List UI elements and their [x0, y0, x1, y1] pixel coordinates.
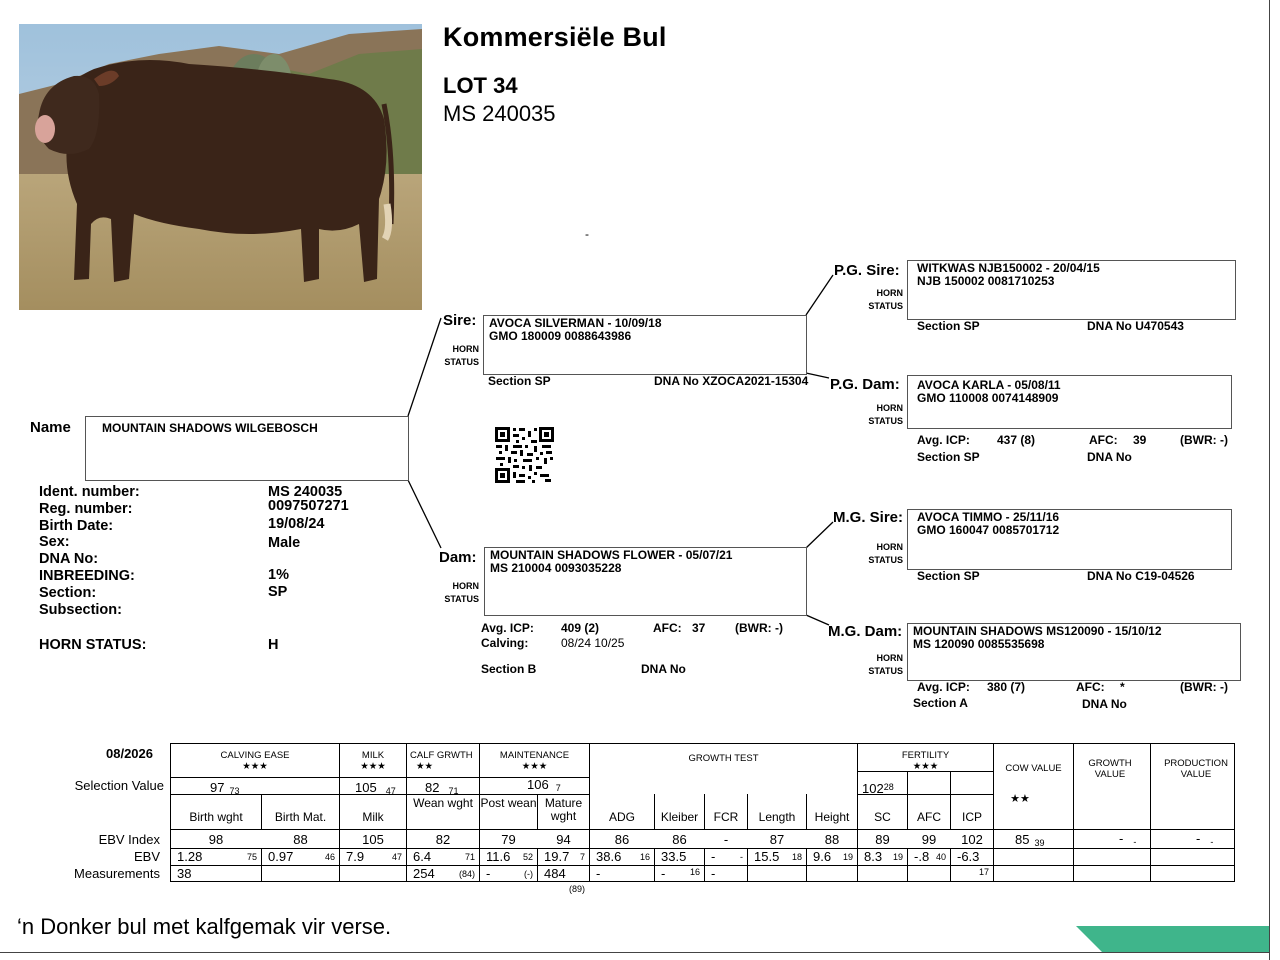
column-header-adg: ADG	[608, 810, 635, 824]
column-header-kleiber: Kleiber	[660, 810, 699, 824]
pg-dam-afc-label: AFC:	[1089, 433, 1118, 447]
mg-dam-afc-value: *	[1120, 680, 1125, 694]
index-cell: 86	[614, 832, 630, 847]
footer-comment: ‘n Donker bul met kalfgemak vir verse.	[17, 914, 392, 939]
column-header-fcr: FCR	[713, 810, 739, 824]
sex-value: Male	[268, 535, 301, 551]
cow-value-stars: ★★	[1010, 793, 1030, 805]
dna-label: DNA No:	[39, 551, 99, 567]
dash-marker: -	[585, 227, 589, 241]
measurement-cell-value: -	[486, 866, 491, 881]
measurement-cell	[268, 866, 335, 869]
horn-status-label: HORN STATUS:	[39, 637, 147, 653]
horn-status-value: H	[268, 637, 279, 653]
measurement-cell	[813, 866, 853, 869]
group-cow-value: COW VALUE	[1005, 763, 1062, 774]
sire-dna: DNA No XZOCA2021-15304	[654, 374, 809, 388]
ebv-cell-accuracy: 47	[391, 852, 402, 862]
mg-sire-horn-status: HORN STATUS	[868, 542, 903, 565]
production-value-index: - $_-$	[1196, 831, 1214, 847]
sire-name: AVOCA SILVERMAN - 10/09/18	[489, 316, 662, 330]
sel-calving: 97 $_{73}$	[210, 780, 240, 796]
measurement-cell	[596, 866, 650, 881]
row-label-ebv: EBV	[133, 849, 160, 864]
measurement-cell	[346, 866, 402, 869]
pg-dam-bwr: (BWR: -)	[1180, 433, 1228, 447]
ebv-cell-accuracy: 19	[842, 852, 853, 862]
measurement-cell-value: -	[711, 866, 716, 881]
sel-fertility: $102^{28}$	[862, 781, 894, 796]
pg-dam-icp-label: Avg. ICP:	[917, 433, 970, 447]
measurement-cell	[864, 866, 903, 869]
column-header-birth-wght: Birth wght	[189, 810, 243, 824]
index-cell: 86	[672, 832, 687, 847]
dam-calving-value: 08/24 10/25	[561, 636, 625, 650]
growth-value-index: - $_-$	[1119, 831, 1137, 847]
row-label-measurements: Measurements	[74, 866, 160, 881]
ebv-cell-accuracy: 18	[791, 852, 802, 862]
ms-number: MS 240035	[443, 101, 556, 126]
pg-sire-dna: DNA No U470543	[1087, 319, 1184, 333]
pg-sire-section: Section SP	[917, 319, 980, 333]
index-cell: 98	[208, 832, 224, 847]
reg-label: Reg. number:	[39, 501, 133, 517]
measurement-cell	[661, 866, 700, 881]
sel-growth: 82 $_{71}$	[425, 780, 459, 796]
ebv-cell	[596, 849, 650, 864]
mg-dam-icp-label: Avg. ICP:	[917, 680, 970, 694]
ebv-date: 08/2026	[106, 746, 153, 761]
dam-icp-value: 409 (2)	[561, 621, 600, 635]
column-header-wean-wght: Wean wght	[413, 796, 473, 810]
calf-growth-stars: ★★	[416, 761, 434, 772]
lot-number: LOT 34	[443, 73, 518, 98]
dam-section: Section B	[481, 662, 537, 676]
measurement-cell	[711, 866, 743, 881]
mg-dam-icp-value: 380 (7)	[987, 680, 1026, 694]
pg-dam-icp-value: 437 (8)	[997, 433, 1036, 447]
name-label: Name	[30, 419, 71, 436]
ebv-cell	[711, 849, 743, 864]
ebv-cell-accuracy: 17	[978, 867, 989, 877]
dam-name: MOUNTAIN SHADOWS FLOWER - 05/07/21	[490, 548, 733, 562]
ebv-cell-value: 11.6	[486, 849, 511, 864]
index-cell: 88	[824, 832, 840, 847]
mg-dam-reg: MS 120090 0085535698	[913, 637, 1045, 651]
ebv-cell	[413, 849, 475, 864]
measurement-cell	[544, 866, 585, 894]
subsection-label: Subsection:	[39, 602, 122, 618]
column-header-mature-wght: Mature wght	[544, 796, 583, 823]
ebv-cell-accuracy: 7	[579, 852, 585, 862]
ebv-cell	[754, 849, 802, 864]
sire-reg: GMO 180009 0088643986	[489, 329, 632, 343]
page-title: Kommersiële Bul	[443, 22, 667, 52]
ebv-cell	[957, 849, 989, 877]
animal-name: MOUNTAIN SHADOWS WILGEBOSCH	[102, 421, 318, 435]
birth-date-label: Birth Date:	[39, 518, 114, 534]
mg-dam-afc-label: AFC:	[1076, 680, 1105, 694]
mg-sire-name: AVOCA TIMMO - 25/11/16	[917, 510, 1060, 524]
ebv-cell	[177, 849, 257, 864]
group-growth-test: GROWTH TEST	[688, 753, 759, 764]
mg-dam-dna: DNA No	[1082, 697, 1127, 711]
sire-label: Sire:	[443, 312, 477, 329]
ebv-cell-value: 9.6	[813, 849, 832, 864]
index-cell: 87	[769, 832, 785, 847]
column-header-milk: Milk	[362, 810, 384, 824]
group-calving-ease: CALVING EASE ★★★	[220, 750, 290, 772]
ebv-cell-value: 38.6	[596, 849, 622, 864]
measurement-cell-value: 254	[413, 866, 435, 881]
column-header-icp: ICP	[961, 810, 982, 824]
sire-section: Section SP	[488, 374, 551, 388]
ebv-cell-accuracy: 52	[522, 852, 533, 862]
measurement-cell-value: -	[596, 866, 601, 881]
dam-horn-status: HORN STATUS	[444, 581, 479, 604]
calving-ease-stars: ★★★	[242, 761, 268, 772]
ebv-cell	[268, 849, 335, 864]
measurement-cell-accuracy: (89)	[568, 884, 585, 894]
index-cell: 82	[435, 832, 451, 847]
cow-value-index: 85 $_{39}$	[1015, 832, 1045, 848]
index-cell: 79	[501, 832, 516, 847]
footer-accent-band	[1076, 926, 1269, 952]
ebv-cell-accuracy: 46	[324, 852, 335, 862]
index-cell: 105	[362, 832, 384, 847]
pg-dam-label: P.G. Dam:	[830, 376, 900, 393]
ebv-cell	[486, 849, 533, 864]
ebv-cell-value: 6.4	[413, 849, 432, 864]
group-calf-growth: CALF GRWTH ★★	[410, 750, 473, 772]
dam-reg: MS 210004 0093035228	[490, 561, 622, 575]
ebv-cell-accuracy: 16	[639, 852, 650, 862]
column-header-height: Height	[814, 810, 850, 824]
measurement-cell-value: -	[661, 866, 666, 881]
dam-afc-label: AFC:	[653, 621, 682, 635]
ebv-cell	[544, 849, 585, 864]
ebv-cell-value: 19.7	[544, 849, 570, 864]
index-cell: 88	[293, 832, 308, 847]
group-milk: MILK ★★★	[360, 750, 386, 772]
pg-sire-label: P.G. Sire:	[834, 262, 900, 279]
pg-dam-horn-status: HORN STATUS	[868, 403, 903, 426]
measurement-cell	[914, 866, 946, 869]
ebv-cell	[346, 849, 402, 864]
column-header-sc: SC	[874, 810, 891, 824]
ebv-cell-value: 0.97	[268, 849, 294, 864]
measurement-cell	[754, 866, 802, 869]
ebv-cell-value: -	[711, 849, 716, 864]
measurement-cell	[177, 866, 257, 881]
ebv-cell	[813, 849, 853, 864]
ebv-cell-value: -.8	[914, 849, 930, 864]
pg-dam-afc-value: 39	[1133, 433, 1147, 447]
index-cell: 89	[875, 832, 890, 847]
ebv-cell-accuracy: 40	[935, 852, 946, 862]
ebv-cell-value: 15.5	[754, 849, 780, 864]
mg-sire-reg: GMO 160047 0085701712	[917, 523, 1060, 537]
group-growth-value: GROWTH VALUE	[1088, 758, 1132, 780]
ebv-cell-value: 33.5	[661, 849, 687, 864]
mg-dam-bwr: (BWR: -)	[1180, 680, 1228, 694]
measurement-cell	[486, 866, 533, 881]
ebv-cell-value: 8.3	[864, 849, 883, 864]
measurement-cell	[957, 866, 989, 869]
dam-afc-value: 37	[692, 621, 706, 635]
dam-calving-label: Calving:	[481, 636, 529, 650]
fertility-stars: ★★★	[912, 761, 939, 772]
column-header-length: Length	[758, 810, 796, 824]
index-cell: 102	[961, 832, 983, 847]
pg-sire-horn-status: HORN STATUS	[868, 288, 903, 311]
ebv-cell	[864, 849, 903, 864]
reg-value: 0097507271	[268, 498, 349, 514]
group-maintenance: MAINTENANCE ★★★	[499, 750, 570, 772]
dam-dna: DNA No	[641, 662, 686, 676]
mg-dam-name: MOUNTAIN SHADOWS MS120090 - 15/10/12	[913, 624, 1162, 638]
section-label: Section:	[39, 585, 97, 601]
mg-dam-label: M.G. Dam:	[828, 623, 903, 640]
ident-label: Ident. number:	[39, 484, 140, 500]
sel-maintenance: 106 $_7$	[527, 777, 561, 793]
column-header-birth-mat: Birth Mat.	[274, 810, 327, 824]
mg-sire-dna: DNA No C19-04526	[1087, 569, 1195, 583]
row-label-index: EBV Index	[98, 832, 160, 847]
index-cell: 94	[556, 832, 571, 847]
mg-sire-label: M.G. Sire:	[833, 509, 904, 526]
dam-icp-label: Avg. ICP:	[481, 621, 534, 635]
ebv-cell-accuracy: 19	[892, 852, 903, 862]
ident-value: MS 240035	[268, 484, 343, 500]
ebv-cell-value: 7.9	[346, 849, 365, 864]
mg-sire-section: Section SP	[917, 569, 980, 583]
measurement-cell-value: 38	[177, 866, 192, 881]
birth-date-value: 19/08/24	[268, 516, 325, 532]
group-production-value: PRODUCTION VALUE	[1164, 758, 1228, 780]
measurement-cell-accuracy: (-)	[524, 869, 533, 879]
index-cell: 99	[921, 832, 937, 847]
ebv-cell-value: 1.28	[177, 849, 203, 864]
index-cell: -	[723, 832, 729, 847]
dam-label: Dam:	[439, 549, 477, 566]
sex-label: Sex:	[39, 534, 70, 550]
sire-horn-status: HORN STATUS	[444, 344, 479, 367]
column-header-post-wean: Post wean	[480, 796, 537, 810]
ebv-cell-value: -6.3	[957, 849, 980, 864]
pg-dam-reg: GMO 110008 0074148909	[917, 391, 1059, 405]
column-header-afc: AFC	[917, 810, 941, 824]
pg-sire-reg: NJB 150002 0081710253	[917, 274, 1055, 288]
sel-milk: 105 $_{47}$	[355, 780, 396, 796]
ebv-cell-accuracy: -	[740, 852, 743, 862]
section-value: SP	[268, 584, 288, 600]
ebv-cell-accuracy: 16	[689, 867, 700, 877]
pg-sire-name: WITKWAS NJB150002 - 20/04/15	[917, 261, 1100, 275]
inbreeding-label: INBREEDING:	[39, 568, 135, 584]
pg-dam-name: AVOCA KARLA - 05/08/11	[917, 378, 1061, 392]
pg-dam-section: Section SP	[917, 450, 980, 464]
dam-bwr: (BWR: -)	[735, 621, 783, 635]
inbreeding-value: 1%	[268, 567, 289, 583]
measurement-cell	[413, 866, 475, 881]
mg-dam-horn-status: HORN STATUS	[868, 653, 903, 676]
mg-dam-section: Section A	[913, 696, 968, 710]
pg-dam-dna: DNA No	[1087, 450, 1132, 464]
ebv-cell-accuracy: 75	[246, 852, 257, 862]
ebv-cell-accuracy: 71	[464, 852, 475, 862]
measurement-cell-value: 484	[544, 866, 566, 881]
ebv-cell	[914, 849, 946, 864]
measurement-cell-accuracy: (84)	[458, 869, 475, 879]
group-fertility: FERTILITY ★★★	[901, 750, 950, 772]
milk-stars: ★★★	[360, 761, 386, 772]
maintenance-stars: ★★★	[521, 761, 548, 772]
page-border-bottom	[0, 952, 1270, 953]
row-label-selection: Selection Value	[74, 778, 164, 793]
